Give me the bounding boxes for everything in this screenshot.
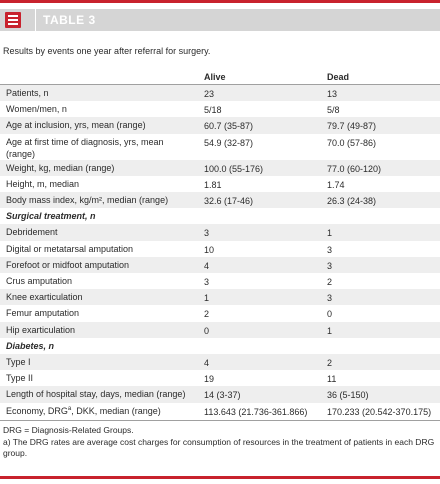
row-label: Type I (6, 357, 31, 367)
cell-alive: 19 (204, 374, 215, 385)
table-row (0, 370, 440, 386)
table-bottom-rule (0, 420, 440, 421)
cell-alive: 60.7 (35-87) (204, 121, 254, 132)
cell-dead: 36 (5-150) (327, 390, 369, 401)
table-row (0, 273, 440, 289)
table-row (0, 224, 440, 240)
row-label-text: Economy, DRG (6, 405, 68, 416)
table-row (0, 176, 440, 192)
table-header-bar (0, 9, 440, 31)
table-caption: Results by events one year after referral for surgery. (3, 46, 211, 56)
row-label: Weight, kg, median (range) (6, 162, 115, 173)
table-title: TABLE 3 (43, 13, 96, 27)
cell-dead: 26.3 (24-38) (327, 196, 377, 206)
table-row (0, 208, 440, 224)
row-label: Patients, n (6, 88, 49, 98)
cell-dead: 11 (327, 374, 337, 385)
table-row (0, 305, 440, 321)
cell-dead: 3 (327, 244, 333, 255)
table-row (0, 241, 440, 257)
table-row (0, 134, 440, 160)
row-label: Digital or metatarsal amputation (6, 243, 134, 254)
cell-alive: 5/18 (204, 105, 222, 116)
bottom-accent-bar (0, 476, 440, 479)
row-label: Type II (6, 373, 34, 384)
cell-alive: 0 (204, 325, 210, 336)
column-header-alive: Alive (204, 72, 226, 82)
top-accent-bar (0, 0, 440, 3)
row-label: Height, m, median (6, 178, 80, 189)
row-label: Crus amputation (6, 276, 73, 286)
cell-dead: 3 (327, 260, 333, 271)
column-header-dead: Dead (327, 72, 350, 82)
row-label: Forefoot or midfoot amputation (6, 259, 130, 270)
cell-dead: 1 (327, 228, 333, 239)
cell-dead: 77.0 (60-120) (327, 163, 382, 174)
cell-dead: 1 (327, 325, 333, 336)
row-label: Surgical treatment, n (6, 211, 96, 222)
cell-dead: 1.74 (327, 179, 345, 190)
cell-alive: 3 (204, 277, 210, 287)
cell-dead: 0 (327, 309, 333, 320)
cell-alive: 10 (204, 244, 215, 255)
row-label: Diabetes, n (6, 340, 55, 351)
table-row (0, 338, 440, 354)
row-label: Hip exarticulation (6, 324, 76, 335)
table-row (0, 354, 440, 370)
row-label-rest: , DKK, median (range) (71, 405, 161, 416)
cell-alive: 2 (204, 309, 210, 320)
cell-alive: 23 (204, 89, 215, 99)
cell-dead: 3 (327, 293, 333, 304)
table-icon (5, 12, 21, 28)
table-row (0, 289, 440, 305)
table-row (0, 160, 440, 176)
table-row (0, 85, 440, 101)
cell-dead: 13 (327, 89, 338, 99)
row-label: Age at first time of diagnosis, yrs, mean (range) (6, 136, 164, 159)
table-row (0, 101, 440, 117)
table-row (0, 257, 440, 273)
cell-dead: 5/8 (327, 105, 340, 116)
table-row (0, 117, 440, 133)
cell-alive: 100.0 (55-176) (204, 163, 264, 174)
cell-alive: 113.643 (21.736-361.866) (204, 406, 308, 417)
table-row (0, 322, 440, 338)
cell-dead: 70.0 (57-86) (327, 137, 377, 148)
row-label (6, 405, 186, 417)
cell-alive: 4 (204, 358, 210, 368)
cell-alive: 1.81 (204, 179, 222, 190)
cell-alive: 1 (204, 293, 210, 304)
cell-dead: 2 (327, 277, 333, 287)
row-label: Age at inclusion, yrs, mean (range) (6, 120, 146, 131)
cell-alive: 54.9 (32-87) (204, 137, 254, 148)
cell-alive: 14 (3-37) (204, 390, 241, 401)
row-label: Length of hospital stay, days, median (range) (6, 389, 186, 400)
cell-alive: 4 (204, 260, 210, 271)
cell-dead: 2 (327, 358, 333, 368)
table-row (0, 386, 440, 402)
row-label: Knee exarticulation (6, 292, 83, 303)
cell-dead: 170.233 (20.542-370.175) (327, 406, 432, 417)
footnote-drg-rates: a) The DRG rates are average cost charges for consumption of resources in the treatment of patients in each DRG group. (3, 437, 435, 458)
row-label-superscript: a (67, 405, 72, 412)
footnote-drg: DRG = Diagnosis-Related Groups. (3, 425, 134, 435)
cell-alive: 32.6 (17-46) (204, 196, 254, 206)
table-row (0, 192, 440, 208)
row-label: Body mass index, kg/m², median (range) (6, 195, 169, 205)
cell-dead: 79.7 (49-87) (327, 121, 377, 132)
row-label: Femur amputation (6, 308, 80, 319)
row-label: Women/men, n (6, 104, 67, 115)
row-label: Debridement (6, 227, 58, 238)
table-row (0, 403, 440, 419)
cell-alive: 3 (204, 228, 210, 239)
header-separator (35, 9, 36, 31)
